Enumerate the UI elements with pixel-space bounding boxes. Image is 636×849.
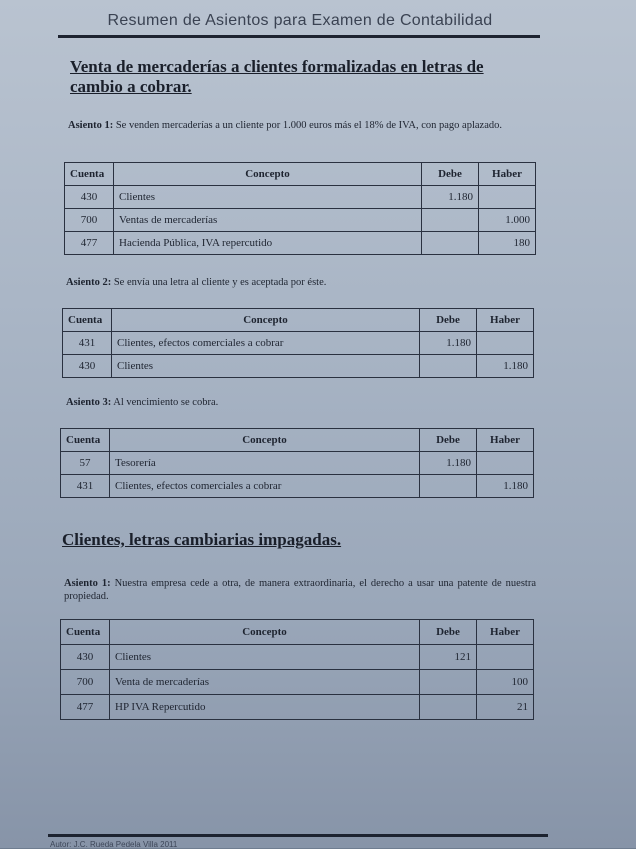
table-header-row — [65, 163, 536, 186]
cell-cuenta: 477 — [65, 232, 114, 255]
asiento-description — [66, 276, 536, 289]
asiento-text: Al vencimiento se cobra. — [113, 397, 219, 408]
cell-debe: 1.180 — [422, 186, 479, 209]
header-concepto: Concepto — [112, 309, 420, 332]
cell-haber — [479, 186, 536, 209]
cell-concepto: Clientes, efectos comerciales a cobrar — [110, 475, 420, 498]
asiento-description — [66, 396, 536, 409]
journal-entry-table — [62, 308, 534, 378]
journal-entry-table — [64, 162, 536, 255]
cell-concepto: HP IVA Repercutido — [110, 695, 420, 720]
header-debe: Debe — [422, 163, 479, 186]
table-row — [61, 695, 534, 720]
asiento-label: Asiento 1: — [68, 120, 114, 131]
cell-haber — [477, 645, 534, 670]
header-concepto: Concepto — [110, 620, 420, 645]
section-title-letras-a-cobrar: Venta de mercaderías a clientes formalizadas en letras de cambio a cobrar. — [70, 57, 484, 96]
cell-debe — [420, 475, 477, 498]
table-header-row — [61, 429, 534, 452]
header-haber: Haber — [477, 620, 534, 645]
cell-cuenta: 430 — [63, 355, 112, 378]
table-row — [63, 355, 534, 378]
asiento-label: Asiento 2: — [66, 277, 112, 288]
cell-cuenta: 477 — [61, 695, 110, 720]
footer-divider — [48, 834, 548, 837]
journal-entry-table — [60, 428, 534, 498]
table-row — [61, 475, 534, 498]
cell-haber — [477, 332, 534, 355]
cell-cuenta: 430 — [65, 186, 114, 209]
asiento-text: Se venden mercaderías a un cliente por 1.000 euros más el 18% de IVA, con pago aplazado. — [115, 120, 502, 131]
cell-concepto: Venta de mercaderías — [110, 670, 420, 695]
cell-haber: 1.000 — [479, 209, 536, 232]
cell-haber: 100 — [477, 670, 534, 695]
table-header-row — [63, 309, 534, 332]
cell-haber: 180 — [479, 232, 536, 255]
asiento-label: Asiento 1: — [64, 578, 111, 589]
document-header-title: Resumen de Asientos para Examen de Contabilidad — [107, 12, 493, 29]
cell-debe — [420, 670, 477, 695]
section-title-letras-impagadas: Clientes, letras cambiarias impagadas. — [62, 530, 342, 549]
cell-haber: 1.180 — [477, 475, 534, 498]
cell-haber: 21 — [477, 695, 534, 720]
table-row — [65, 232, 536, 255]
cell-debe — [422, 232, 479, 255]
header-haber: Haber — [477, 429, 534, 452]
table-row — [65, 186, 536, 209]
cell-cuenta: 431 — [63, 332, 112, 355]
cell-cuenta: 700 — [65, 209, 114, 232]
cell-cuenta: 430 — [61, 645, 110, 670]
cell-haber: 1.180 — [477, 355, 534, 378]
header-divider — [58, 35, 540, 38]
header-cuenta: Cuenta — [61, 620, 110, 645]
header-cuenta: Cuenta — [61, 429, 110, 452]
asiento-label: Asiento 3: — [66, 397, 112, 408]
asiento-description — [68, 119, 538, 132]
header-concepto: Concepto — [114, 163, 422, 186]
table-header-row — [61, 620, 534, 645]
cell-concepto: Clientes, efectos comerciales a cobrar — [112, 332, 420, 355]
cell-debe: 1.180 — [420, 452, 477, 475]
footer-text: Autor: J.C. Rueda Pedela Villa 2011 — [50, 840, 178, 849]
cell-debe — [420, 355, 477, 378]
header-debe: Debe — [420, 429, 477, 452]
cell-concepto: Tesorería — [110, 452, 420, 475]
cell-debe — [422, 209, 479, 232]
cell-debe — [420, 695, 477, 720]
cell-cuenta: 700 — [61, 670, 110, 695]
asiento-text: Se envía una letra al cliente y es aceptada por éste. — [113, 277, 327, 288]
header-debe: Debe — [420, 309, 477, 332]
header-cuenta: Cuenta — [63, 309, 112, 332]
cell-cuenta: 57 — [61, 452, 110, 475]
cell-haber — [477, 452, 534, 475]
header-haber: Haber — [477, 309, 534, 332]
cell-concepto: Clientes — [114, 186, 422, 209]
table-row — [61, 645, 534, 670]
cell-concepto: Clientes — [112, 355, 420, 378]
header-concepto: Concepto — [110, 429, 420, 452]
cell-concepto: Clientes — [110, 645, 420, 670]
asiento-description — [64, 577, 536, 603]
table-row — [61, 452, 534, 475]
cell-debe: 121 — [420, 645, 477, 670]
header-haber: Haber — [479, 163, 536, 186]
table-row — [65, 209, 536, 232]
journal-entry-table — [60, 619, 534, 720]
asiento-text: Nuestra empresa cede a otra, de manera extraordinaria, el derecho a usar una patente de nuestra propiedad. — [64, 578, 536, 602]
header-cuenta: Cuenta — [65, 163, 114, 186]
cell-cuenta: 431 — [61, 475, 110, 498]
table-row — [61, 670, 534, 695]
cell-concepto: Ventas de mercaderías — [114, 209, 422, 232]
header-debe: Debe — [420, 620, 477, 645]
cell-concepto: Hacienda Pública, IVA repercutido — [114, 232, 422, 255]
table-row — [63, 332, 534, 355]
cell-debe: 1.180 — [420, 332, 477, 355]
